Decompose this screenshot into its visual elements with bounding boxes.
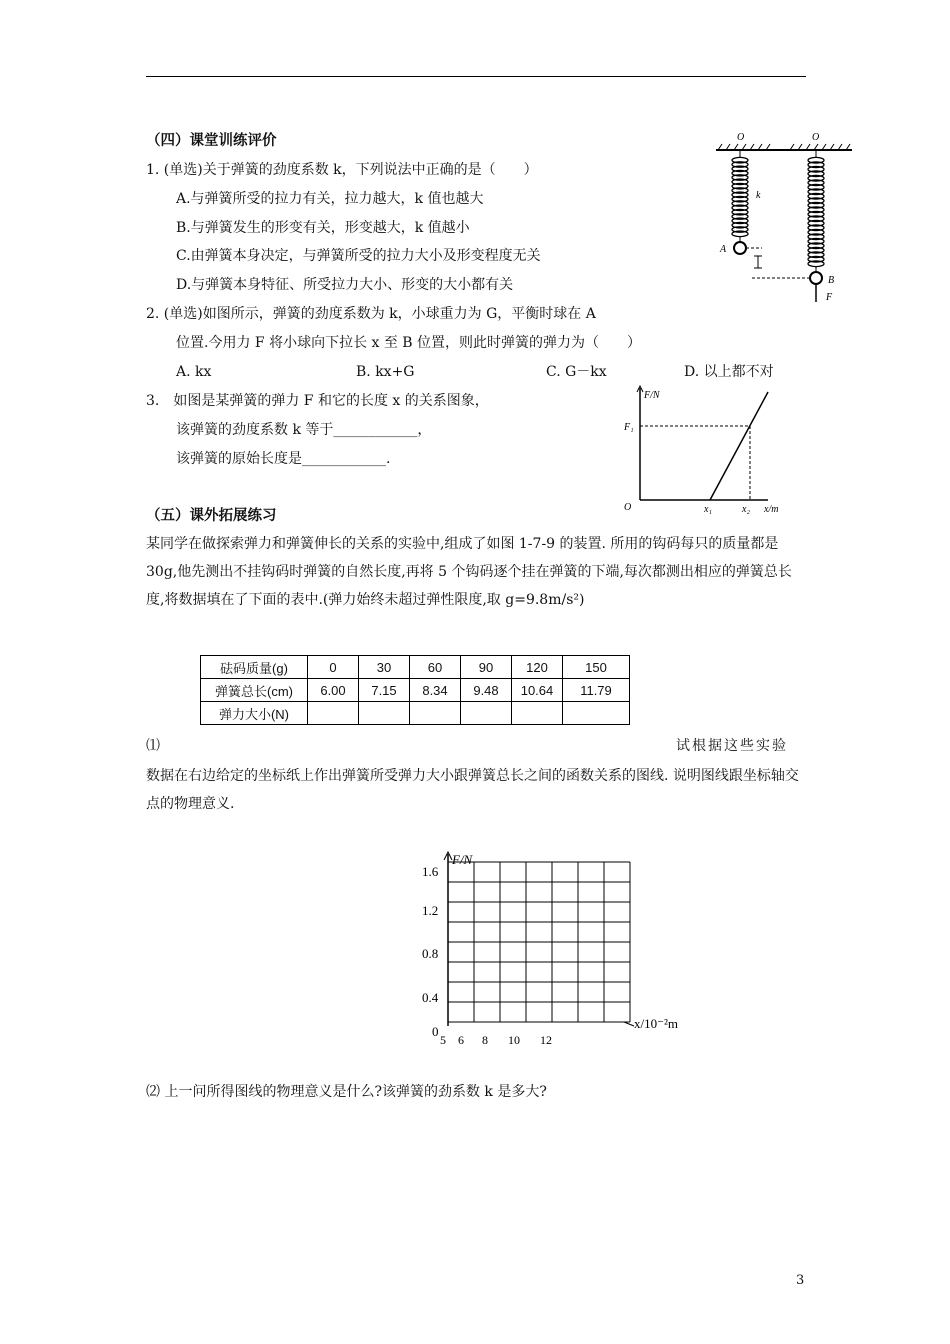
force-cell[interactable] — [512, 702, 563, 725]
grid-ylabel: F/N — [452, 852, 473, 867]
graph-ylabel: F/N — [644, 390, 660, 401]
q2-stem-line1: 2. (单选)如图所示，弹簧的劲度系数为 k，小球重力为 G，平衡时球在 A — [146, 306, 596, 322]
y-tick: 0.4 — [422, 990, 439, 1005]
label-o2: O — [812, 132, 820, 143]
graph-xlabel: x/m — [764, 504, 779, 515]
q1-tail: 试根据这些实验 — [676, 738, 788, 754]
table-row-mass — [201, 656, 630, 679]
mass-cell: 90 — [461, 656, 512, 679]
row-label: 弹力大小(N) — [201, 702, 308, 725]
label-k: k — [756, 190, 761, 201]
table-row-length — [201, 679, 630, 702]
y-tick: 1.2 — [422, 903, 439, 918]
q3-line3: 该弹簧的原始长度是____________. — [176, 451, 391, 467]
graph-f1: F₁ — [624, 422, 634, 433]
q2-option-a: A. kx — [176, 364, 212, 380]
spring-figure — [712, 126, 857, 304]
q3-line2: 该弹簧的劲度系数 k 等于____________， — [176, 422, 432, 438]
force-cell[interactable] — [461, 702, 512, 725]
mass-cell: 150 — [563, 656, 630, 679]
graph-origin: O — [624, 502, 632, 513]
data-table — [200, 655, 630, 725]
force-cell[interactable] — [563, 702, 630, 725]
ball-b — [810, 272, 822, 284]
mass-cell: 0 — [308, 656, 359, 679]
row-label: 砝码质量(g) — [201, 656, 308, 679]
grid-origin: 0 — [432, 1024, 439, 1039]
header-rule — [146, 76, 806, 77]
spring-left — [732, 157, 748, 236]
q1-option-a: A.与弹簧所受的拉力有关，拉力越大，k 值也越大 — [176, 191, 484, 207]
q1-label: ⑴ — [146, 738, 160, 754]
label-b: B — [828, 275, 835, 286]
section5-title: （五）课外拓展练习 — [146, 508, 277, 524]
length-cell: 9.48 — [461, 679, 512, 702]
graph-x1: x₁ — [704, 504, 712, 515]
coordinate-grid — [410, 848, 700, 1052]
force-length-graph — [618, 378, 798, 518]
x-tick: 8 — [482, 1033, 488, 1047]
force-cell[interactable] — [410, 702, 461, 725]
q1-option-d: D.与弹簧本身特征、所受拉力大小、形变的大小都有关 — [176, 277, 514, 293]
grid-xlabel: x/10⁻²m — [634, 1016, 678, 1031]
section5-intro: 某同学在做探索弹力和弹簧伸长的关系的实验中,组成了如图 1-7-9 的装置. 所用的钩码每只的质量都是 30g,他先测出不挂钩码时弹簧的自然长度,再将 5 个钩码逐个挂在弹簧的下端,每次都测出相应的弹簧总长度,将数据填在了下面的表中.(弹力始终未超过弹性限度,取 g=9.8m/s²) — [146, 536, 792, 608]
label-a: A — [720, 244, 727, 255]
label-f: F — [826, 292, 833, 303]
mass-cell: 120 — [512, 656, 563, 679]
ball-a — [734, 242, 746, 254]
row-label: 弹簧总长(cm) — [201, 679, 308, 702]
length-cell: 7.15 — [359, 679, 410, 702]
q2-question: ⑵ 上一问所得图线的物理意义是什么?该弹簧的劲系数 k 是多大? — [146, 1084, 547, 1100]
y-tick: 1.6 — [422, 864, 439, 879]
section4-title: （四）课堂训练评价 — [146, 133, 277, 149]
q1-option-c: C.由弹簧本身决定，与弹簧所受的拉力大小及形变程度无关 — [176, 248, 541, 264]
graph-x2: x₂ — [742, 504, 750, 515]
y-tick: 0.8 — [422, 946, 439, 961]
q2-option-d: D. 以上都不对 — [684, 364, 774, 380]
q2-option-c: C. G－kx — [546, 364, 607, 380]
length-cell: 10.64 — [512, 679, 563, 702]
x-tick: 5 — [440, 1033, 446, 1047]
table-row-force — [201, 702, 630, 725]
mass-cell: 30 — [359, 656, 410, 679]
force-cell[interactable] — [308, 702, 359, 725]
graph-line — [710, 392, 768, 500]
page-number: 3 — [796, 1273, 805, 1288]
spring-right — [808, 157, 824, 266]
q1-rest: 数据在右边给定的坐标纸上作出弹簧所受弹力大小跟弹簧总长之间的函数关系的图线. 说明图线跟坐标轴交点的物理意义. — [146, 768, 799, 812]
q3-line1: 3. 如图是某弹簧的弹力 F 和它的长度 x 的关系图象， — [146, 393, 489, 409]
q1-option-b: B.与弹簧发生的形变有关，形变越大，k 值越小 — [176, 220, 470, 236]
length-cell: 6.00 — [308, 679, 359, 702]
q2-stem-line2: 位置.今用力 F 将小球向下拉长 x 至 B 位置，则此时弹簧的弹力为（ ） — [176, 335, 642, 351]
x-tick: 12 — [540, 1033, 552, 1047]
force-cell[interactable] — [359, 702, 410, 725]
length-cell: 11.79 — [563, 679, 630, 702]
x-tick: 10 — [508, 1033, 520, 1047]
label-o1: O — [737, 132, 745, 143]
mass-cell: 60 — [410, 656, 461, 679]
length-cell: 8.34 — [410, 679, 461, 702]
q1-stem: 1. (单选)关于弹簧的劲度系数 k，下列说法中正确的是（ ） — [146, 162, 538, 178]
x-tick: 6 — [458, 1033, 464, 1047]
q2-option-b: B. kx+G — [356, 364, 415, 380]
